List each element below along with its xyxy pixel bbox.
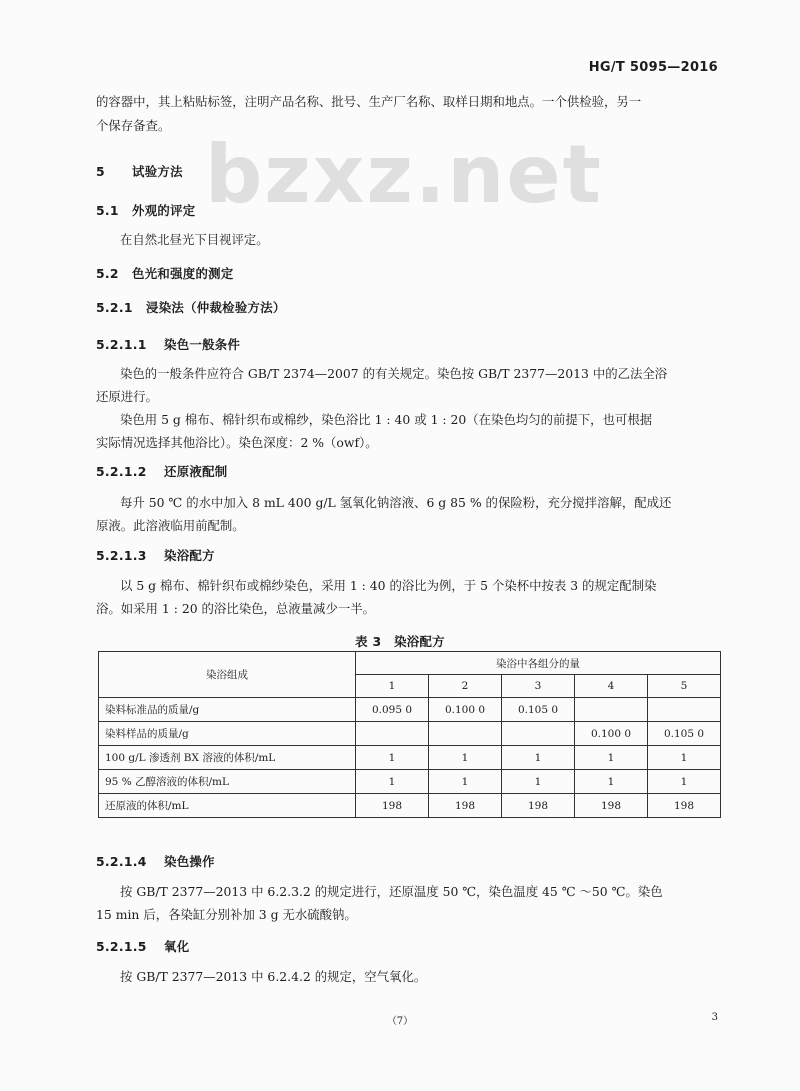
watermark: bzxz.net — [205, 128, 603, 221]
section-heading-5-2-1-1 — [96, 335, 240, 353]
table-row — [99, 698, 721, 722]
section-heading-5-2 — [96, 264, 234, 282]
section-body: 在自然北昼光下目视评定。 — [120, 232, 269, 247]
section-number: 5.2.1.2 — [96, 464, 147, 479]
table-cell: 1 — [356, 770, 429, 794]
section-title: 外观的评定 — [132, 203, 196, 218]
section-body: 浴。如采用 1 : 20 的浴比染色，总液量减少一半。 — [96, 601, 376, 616]
section-title: 还原液配制 — [164, 464, 228, 479]
section-title: 染色操作 — [164, 854, 215, 869]
table-cell: 0.100 0 — [575, 722, 648, 746]
table-col-header: 2 — [429, 675, 502, 698]
section-title: 浸染法（仲裁检验方法） — [146, 300, 286, 315]
table-cell: 198 — [356, 794, 429, 818]
section-body: 每升 50 ℃ 的水中加入 8 mL 400 g/L 氢氧化钠溶液、6 g 85 % 的保险粉，充分搅拌溶解，配成还 — [120, 495, 672, 510]
table-cell: 1 — [648, 746, 721, 770]
table-cell — [356, 722, 429, 746]
section-number: 5.2.1.5 — [96, 939, 147, 954]
table-cell: 1 — [575, 746, 648, 770]
table-cell: 0.100 0 — [429, 698, 502, 722]
row-label: 100 g/L 渗透剂 BX 溶液的体积/mL — [99, 746, 356, 770]
section-body: 按 GB/T 2377—2013 中 6.2.3.2 的规定进行，还原温度 50 ℃，染色温度 45 ℃ ～50 ℃。染色 — [120, 884, 663, 899]
table-cell: 1 — [575, 770, 648, 794]
section-heading-5 — [96, 162, 183, 180]
table-cell: 198 — [502, 794, 575, 818]
section-title: 氧化 — [164, 939, 190, 954]
table-col-header: 5 — [648, 675, 721, 698]
table-cell: 0.105 0 — [502, 698, 575, 722]
table-cell: 198 — [575, 794, 648, 818]
row-label: 还原液的体积/mL — [99, 794, 356, 818]
section-number: 5.2.1.3 — [96, 548, 147, 563]
table-cell: 198 — [429, 794, 502, 818]
table-col-header: 3 — [502, 675, 575, 698]
standard-id: HG/T 5095—2016 — [588, 60, 718, 75]
table-cell: 198 — [648, 794, 721, 818]
page-number: 3 — [711, 1012, 718, 1023]
section-number: 5.1 — [96, 203, 119, 218]
section-number: 5.2.1.1 — [96, 337, 147, 352]
row-label: 染料标准品的质量/g — [99, 698, 356, 722]
section-number: 5.2.1 — [96, 300, 133, 315]
table-row — [99, 722, 721, 746]
section-body: 原液。此溶液临用前配制。 — [96, 518, 245, 533]
table-row — [99, 746, 721, 770]
section-heading-5-2-1 — [96, 298, 286, 316]
section-body: 按 GB/T 2377—2013 中 6.2.4.2 的规定，空气氧化。 — [120, 969, 427, 984]
section-title: 染色一般条件 — [164, 337, 241, 352]
section-heading-5-1 — [96, 201, 195, 219]
section-body: 15 min 后，各染缸分别补加 3 g 无水硫酸钠。 — [96, 907, 357, 922]
section-heading-5-2-1-3 — [96, 546, 215, 564]
section-body: 染色用 5 g 棉布、棉针织布或棉纱，染色浴比 1 : 40 或 1 : 20（在染色均匀的前提下，也可根据 — [120, 412, 653, 427]
footer-center-number: （7） — [386, 1016, 414, 1027]
table-cell: 1 — [648, 770, 721, 794]
table-cell: 1 — [429, 770, 502, 794]
table-cell: 1 — [356, 746, 429, 770]
section-body: 实际情况选择其他浴比）。染色深度：2 %（owf）。 — [96, 435, 378, 450]
table-cell: 0.095 0 — [356, 698, 429, 722]
table-caption: 表 3 染浴配方 — [355, 634, 445, 649]
table-col-header: 4 — [575, 675, 648, 698]
table-cell: 0.105 0 — [648, 722, 721, 746]
table-cell — [429, 722, 502, 746]
dye-bath-table — [98, 651, 721, 818]
table-cell — [502, 722, 575, 746]
section-heading-5-2-1-4 — [96, 852, 215, 870]
row-label: 95 % 乙醇溶液的体积/mL — [99, 770, 356, 794]
body-line: 个保存备查。 — [96, 118, 171, 133]
section-number: 5.2 — [96, 266, 119, 281]
section-body: 染色的一般条件应符合 GB/T 2374—2007 的有关规定。染色按 GB/T 2377—2013 中的乙法全浴 — [120, 366, 668, 381]
section-heading-5-2-1-5 — [96, 937, 189, 955]
section-heading-5-2-1-2 — [96, 462, 227, 480]
table-row — [99, 770, 721, 794]
section-body: 还原进行。 — [96, 389, 158, 404]
table-header-component: 染浴组成 — [99, 652, 356, 698]
table-cell: 1 — [502, 746, 575, 770]
section-number: 5 — [96, 164, 105, 179]
table-col-header: 1 — [356, 675, 429, 698]
section-number: 5.2.1.4 — [96, 854, 147, 869]
table-row — [99, 794, 721, 818]
table-cell: 1 — [502, 770, 575, 794]
section-title: 试验方法 — [132, 164, 183, 179]
table-cell — [575, 698, 648, 722]
table-cell — [648, 698, 721, 722]
table-cell: 1 — [429, 746, 502, 770]
section-title: 色光和强度的测定 — [132, 266, 234, 281]
section-body: 以 5 g 棉布、棉针织布或棉纱染色，采用 1 : 40 的浴比为例，于 5 个染杯中按表 3 的规定配制染 — [120, 578, 657, 593]
table-header-group: 染浴中各组分的量 — [356, 652, 721, 675]
body-line: 的容器中，其上粘贴标签，注明产品名称、批号、生产厂名称、取样日期和地点。一个供检验，另一 — [96, 94, 642, 109]
row-label: 染料样品的质量/g — [99, 722, 356, 746]
section-title: 染浴配方 — [164, 548, 215, 563]
